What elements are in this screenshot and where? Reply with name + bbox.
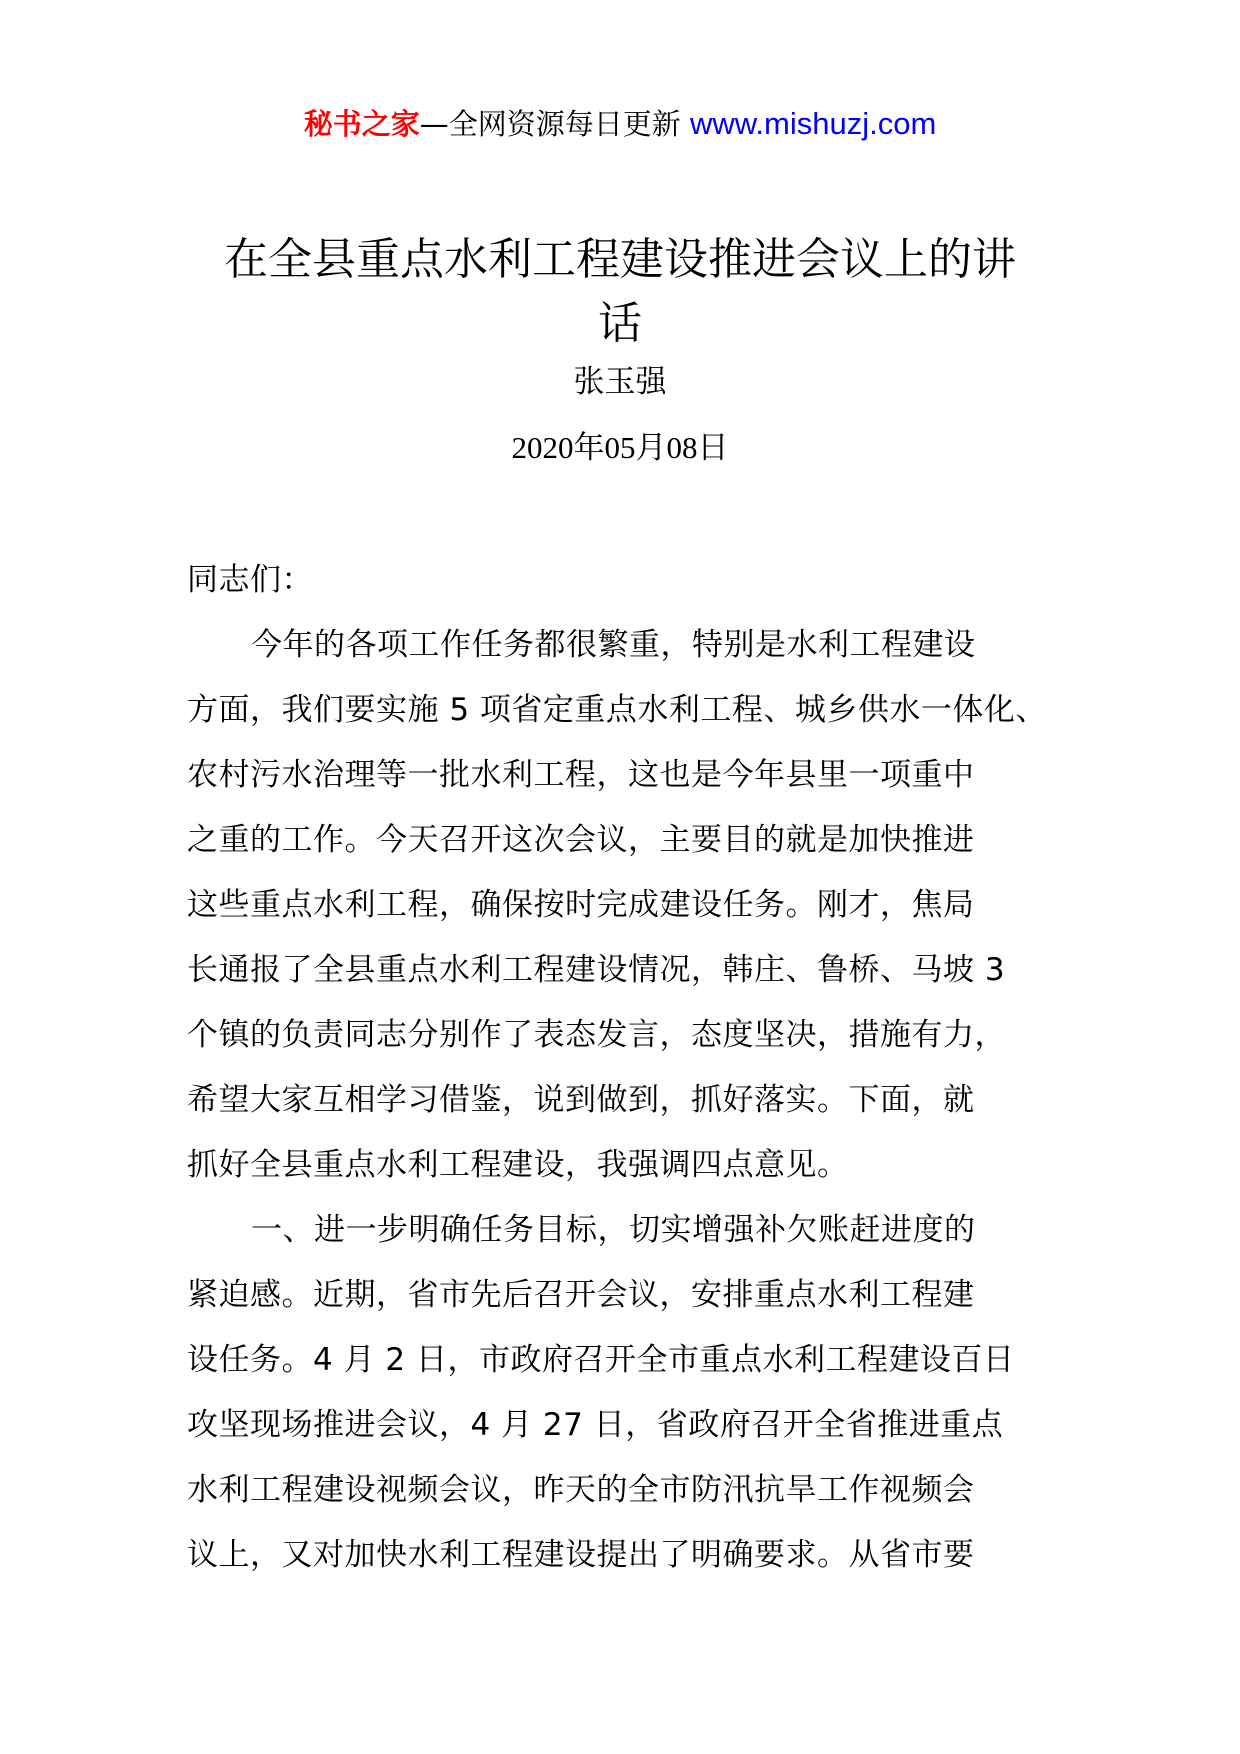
body-line: 水利工程建设视频会议，昨天的全市防汛抗旱工作视频会: [187, 1472, 975, 1508]
body-line: 紧迫感。近期，省市先后召开会议，安排重点水利工程建: [187, 1277, 975, 1313]
site-url-link[interactable]: www.mishuzj.com: [689, 106, 937, 141]
body-line: 农村污水治理等一批水利工程，这也是今年县里一项重中: [187, 757, 975, 793]
document-title-line-1: 在全县重点水利工程建设推进会议上的讲: [224, 234, 1016, 285]
body-line: 这些重点水利工程，确保按时完成建设任务。刚才，焦局: [187, 887, 975, 923]
body-line: 个镇的负责同志分别作了表态发言，态度坚决，措施有力，: [187, 1017, 1006, 1053]
author-name: 张玉强: [573, 364, 667, 400]
body-line: 之重的工作。今天召开这次会议，主要目的就是加快推进: [187, 822, 975, 858]
header-slogan: —全网资源每日更新: [419, 107, 690, 141]
site-header: [0, 104, 1240, 144]
document-body: [187, 560, 1087, 1600]
body-line: 抓好全县重点水利工程建设，我强调四点意见。: [187, 1147, 849, 1183]
body-line: 希望大家互相学习借鉴，说到做到，抓好落实。下面，就: [187, 1082, 975, 1118]
document-date: 2020年05月08日: [511, 430, 729, 465]
salutation: 同志们：: [187, 562, 313, 598]
body-line: 攻坚现场推进会议，4 月 27 日，省政府召开全省推进重点: [187, 1407, 1004, 1443]
brand-name: 秘书之家: [303, 107, 420, 141]
document-title-line-2: 话: [598, 298, 642, 349]
body-line: 方面，我们要实施 5 项省定重点水利工程、城乡供水一体化、: [187, 692, 1047, 728]
section-heading-line: 一、进一步明确任务目标，切实增强补欠账赶进度的: [251, 1212, 976, 1248]
body-line: 今年的各项工作任务都很繁重，特别是水利工程建设: [251, 627, 976, 663]
body-line: 议上，又对加快水利工程建设提出了明确要求。从省市要: [187, 1537, 975, 1573]
body-line: 设任务。4 月 2 日，市政府召开全市重点水利工程建设百日: [187, 1342, 1015, 1378]
body-line: 长通报了全县重点水利工程建设情况，韩庄、鲁桥、马坡 3: [187, 952, 1006, 988]
